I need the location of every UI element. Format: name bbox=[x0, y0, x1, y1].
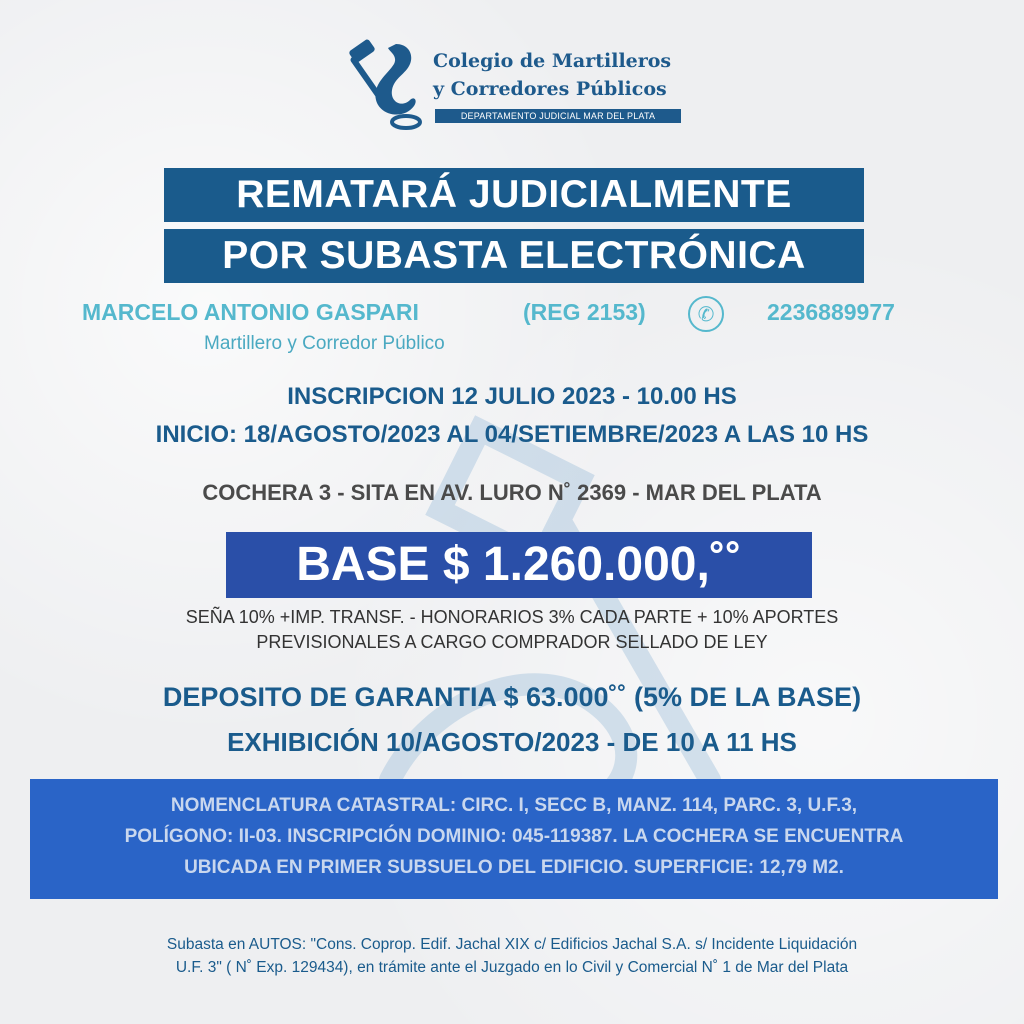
seahorse-gavel-icon bbox=[344, 38, 430, 130]
agent-name: MARCELO ANTONIO GASPARI bbox=[82, 299, 419, 325]
cadastral-line1: NOMENCLATURA CATASTRAL: CIRC. I, SECC B, MANZ. 114, PARC. 3, U.F.3, bbox=[170, 795, 858, 816]
fees-line2: PREVISIONALES A CARGO COMPRADOR SELLADO DE LEY bbox=[256, 632, 768, 652]
exhibition-date: EXHIBICIÓN 10/AGOSTO/2023 - DE 10 A 11 HS bbox=[227, 727, 797, 757]
legal-case-line2: U.F. 3" ( N˚ Exp. 129434), en trámite ante el Juzgado en lo Civil y Comercial N˚ 1 de Mar del Plata bbox=[175, 959, 849, 976]
property-address: COCHERA 3 - SITA EN AV. LURO N˚ 2369 - MAR DEL PLATA bbox=[202, 480, 822, 505]
title-line2: POR SUBASTA ELECTRÓNICA bbox=[164, 229, 864, 283]
inscripcion-date: INSCRIPCION 12 JULIO 2023 - 10.00 HS bbox=[287, 383, 737, 410]
agent-registration: (REG 2153) bbox=[523, 299, 646, 325]
logo-title-line2: y Corredores Públicos bbox=[433, 78, 667, 100]
logo-department: DEPARTAMENTO JUDICIAL MAR DEL PLATA bbox=[435, 109, 681, 123]
phone-icon: ✆ bbox=[688, 296, 724, 332]
legal-case-line1: Subasta en AUTOS: "Cons. Coprop. Edif. Jachal XIX c/ Edificios Jachal S.A. s/ Incidente Liquidación bbox=[166, 936, 858, 953]
title-line1: REMATARÁ JUDICIALMENTE bbox=[164, 168, 864, 222]
logo-title-line1: Colegio de Martilleros bbox=[433, 50, 672, 72]
cadastral-info-box bbox=[30, 779, 998, 899]
cadastral-line3: UBICADA EN PRIMER SUBSUELO DEL EDIFICIO. SUPERFICIE: 12,79 M2. bbox=[184, 857, 844, 878]
logo bbox=[344, 38, 684, 130]
cadastral-line2: POLÍGONO: II-03. INSCRIPCIÓN DOMINIO: 045-119387. LA COCHERA SE ENCUENTRA bbox=[124, 826, 904, 847]
agent-role: Martillero y Corredor Público bbox=[204, 333, 445, 354]
phone-number[interactable]: 2236889977 bbox=[767, 299, 895, 325]
base-price: BASE $ 1.260.000,˚˚ bbox=[226, 532, 812, 598]
deposit-guarantee: DEPOSITO DE GARANTIA $ 63.000˚˚ (5% DE LA BASE) bbox=[162, 682, 862, 712]
fees-line1: SEÑA 10% +IMP. TRANSF. - HONORARIOS 3% CADA PARTE + 10% APORTES bbox=[185, 607, 839, 627]
inicio-dates: INICIO: 18/AGOSTO/2023 AL 04/SETIEMBRE/2023 A LAS 10 HS bbox=[155, 421, 869, 448]
